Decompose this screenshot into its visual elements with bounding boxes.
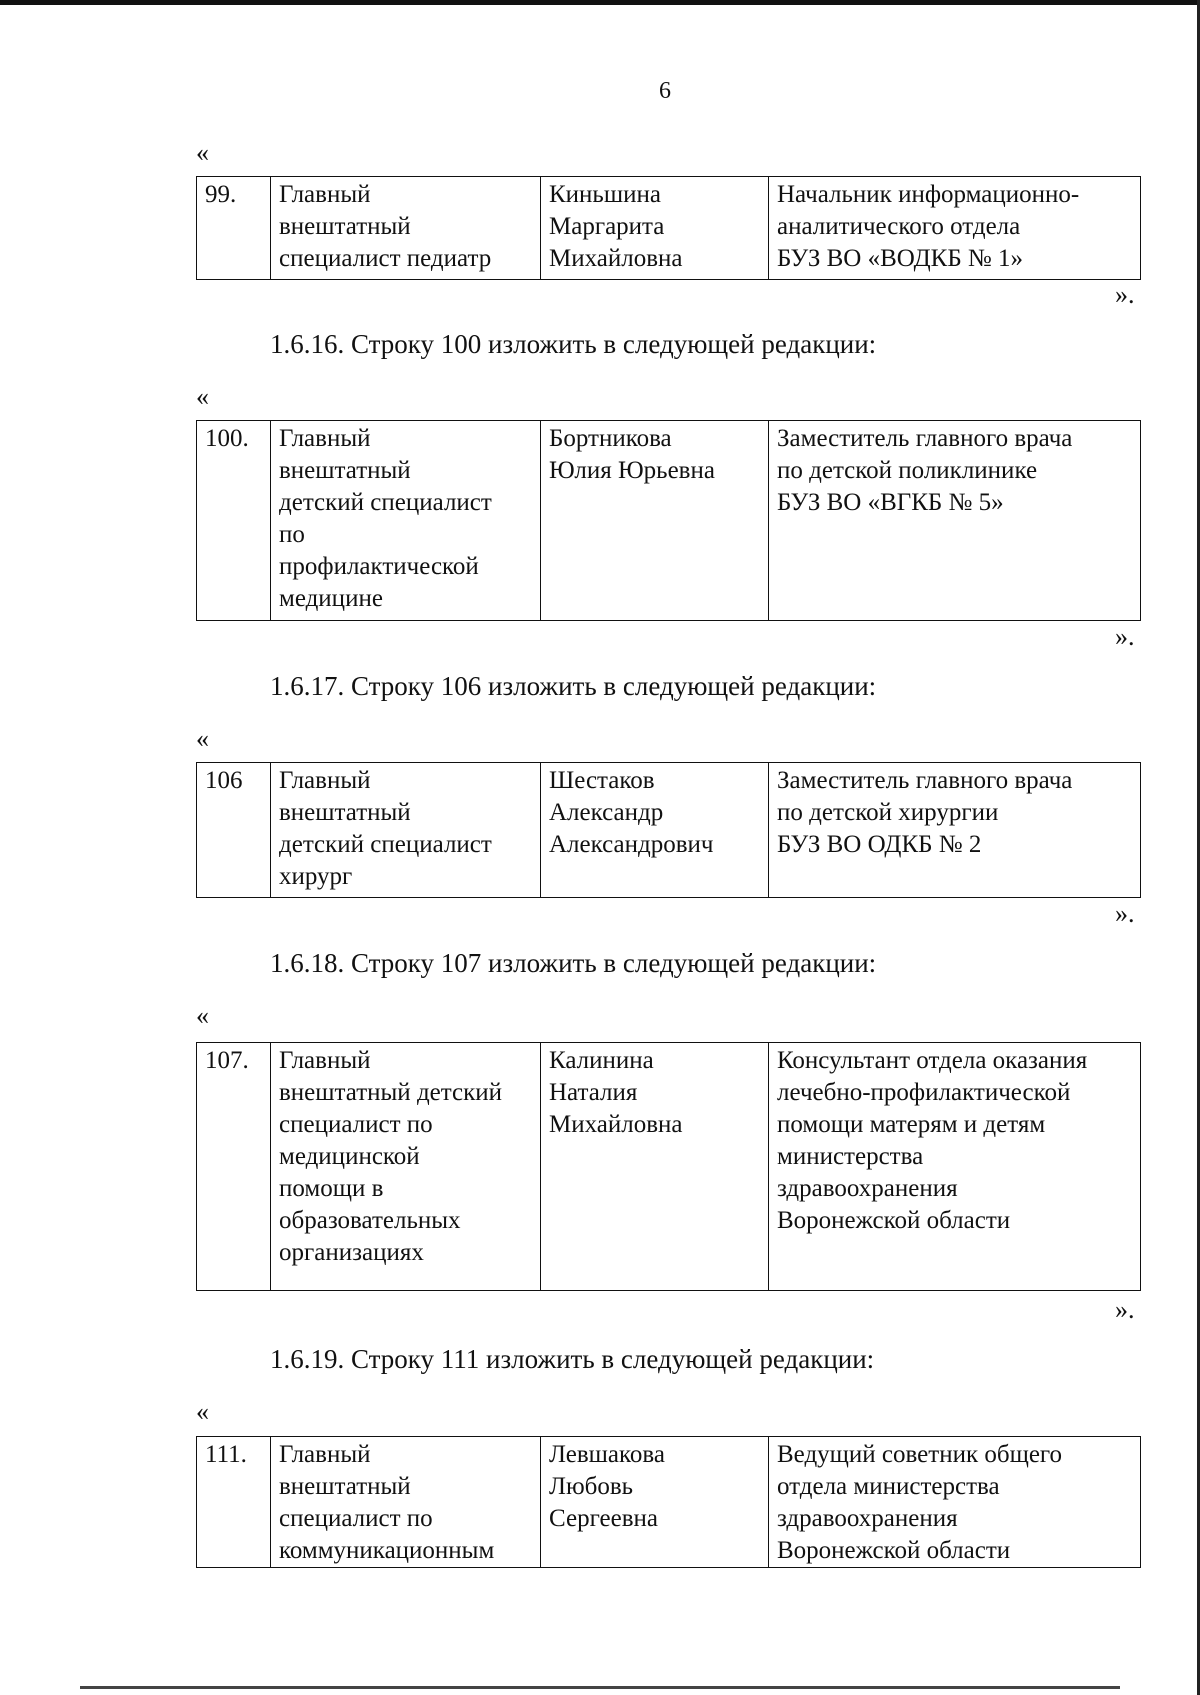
table-row (197, 421, 1141, 621)
workplace-cell: Заместитель главного врача по детской хирургии БУЗ ВО ОДКБ № 2 (769, 763, 1141, 898)
amendment-instruction: 1.6.17. Строку 106 изложить в следующей редакции: (270, 671, 877, 701)
table-row (197, 763, 1141, 898)
workplace-cell: Заместитель главного врача по детской поликлинике БУЗ ВО «ВГКБ № 5» (769, 421, 1141, 621)
table-row (197, 1437, 1141, 1568)
table-row-106 (196, 762, 1141, 898)
table-row-111 (196, 1436, 1141, 1568)
row-number: 99. (197, 177, 271, 280)
quote-open: « (196, 382, 209, 411)
row-number: 100. (197, 421, 271, 621)
table-row-99 (196, 176, 1141, 280)
scan-border-top (0, 0, 1200, 5)
position-cell: Главный внештатный детский специалист хирург (271, 763, 541, 898)
quote-close: ». (1115, 622, 1135, 651)
position-cell: Главный внештатный детский специалист по медицинской помощи в образовательных организациях (271, 1043, 541, 1291)
table-row-107 (196, 1042, 1141, 1291)
table-row-100 (196, 420, 1141, 621)
person-name-cell: Киньшина Маргарита Михайловна (541, 177, 769, 280)
row-number: 107. (197, 1043, 271, 1291)
quote-open: « (196, 724, 209, 753)
workplace-cell: Начальник информационно- аналитического отдела БУЗ ВО «ВОДКБ № 1» (769, 177, 1141, 280)
row-number: 106 (197, 763, 271, 898)
position-cell: Главный внештатный специалист педиатр (271, 177, 541, 280)
position-cell: Главный внештатный специалист по коммуникационным (271, 1437, 541, 1568)
table-row (197, 177, 1141, 280)
person-name-cell: Бортникова Юлия Юрьевна (541, 421, 769, 621)
quote-close: ». (1115, 1295, 1135, 1324)
page-number: 6 (659, 78, 671, 104)
amendment-instruction: 1.6.19. Строку 111 изложить в следующей редакции: (270, 1344, 875, 1374)
person-name-cell: Левшакова Любовь Сергеевна (541, 1437, 769, 1568)
quote-close: ». (1115, 280, 1135, 309)
amendment-instruction: 1.6.16. Строку 100 изложить в следующей редакции: (270, 329, 877, 359)
quote-open: « (196, 138, 209, 167)
workplace-cell: Ведущий советник общего отдела министерства здравоохранения Воронежской области (769, 1437, 1141, 1568)
person-name-cell: Калинина Наталия Михайловна (541, 1043, 769, 1291)
person-name-cell: Шестаков Александр Александрович (541, 763, 769, 898)
quote-open: « (196, 1397, 209, 1426)
position-cell: Главный внештатный детский специалист по профилактической медицине (271, 421, 541, 621)
quote-close: ». (1115, 899, 1135, 928)
scan-border-bottom (80, 1686, 1120, 1689)
row-number: 111. (197, 1437, 271, 1568)
workplace-cell: Консультант отдела оказания лечебно-профилактической помощи матерям и детям министерства здравоохранения Воронежской области (769, 1043, 1141, 1291)
quote-open: « (196, 1001, 209, 1030)
amendment-instruction: 1.6.18. Строку 107 изложить в следующей редакции: (270, 948, 877, 978)
table-row (197, 1043, 1141, 1291)
